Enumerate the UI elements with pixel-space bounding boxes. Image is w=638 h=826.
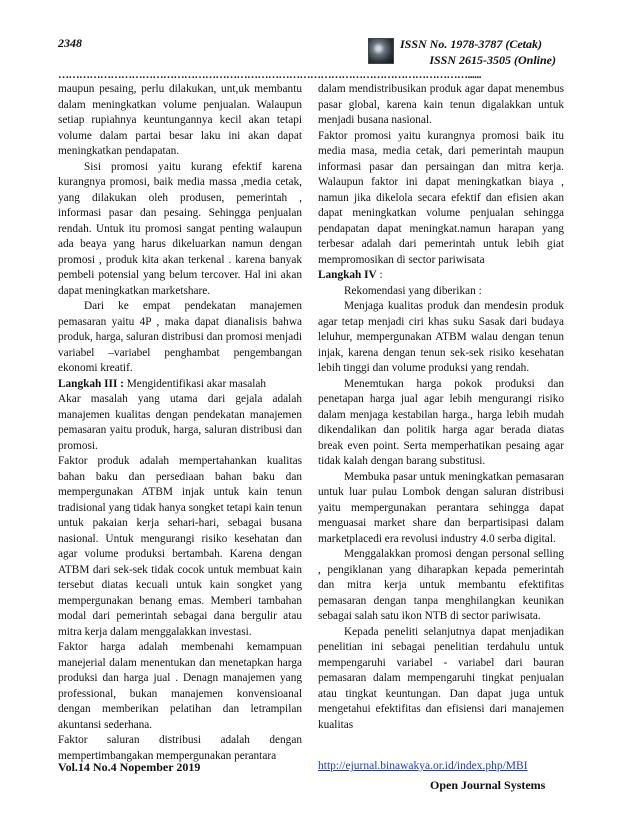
paragraph: Akar masalah yang utama dari gejala adalah manajemen kualitas dengan pendekatan manajemen pemasaran yaitu produk, harga, saluran distribusi dan promosi.: [58, 393, 302, 452]
footer-journal-link[interactable]: http://ejurnal.binawakya.or.id/index.php/MBI: [318, 760, 528, 772]
paragraph: Membuka pasar untuk meningkatkan pemasaran untuk luar pulau Lombok dengan saluran distribusi yaitu mempergunakan perantara sehingga dapat menguasai market share dan berpartisipasi dalam marketplacedi era revolusi industry 4.0 serba digital.: [318, 470, 564, 545]
paragraph: Dari ke empat pendekatan manajemen pemasaran yaitu 4P , maka dapat dianalisis bahwa produk, harga, saluran distribusi dan promosi menjadi variabel –variabel penghambat pengembangan ekonomi kreatif.: [58, 300, 302, 374]
issn-print: ISSN No. 1978-3787 (Cetak): [400, 37, 543, 51]
langkah-iv-label: Langkah IV: [318, 269, 377, 281]
langkah-iv-heading: [318, 268, 564, 284]
paragraph: Menggalakkan promosi dengan personal selling , pengiklanan yang diharapkan kepada pemerintah dan mitra kerja untuk membantu efektifitas pemasaran dengan tanpa menghilangkan keunikan sebagai salah satu ikon NTB di sector pariwisata.: [318, 548, 564, 622]
issn-online: ISSN 2615-3505 (Online): [429, 53, 556, 67]
paragraph: Kepada peneliti selanjutnya dapat menjadikan penelitian ini sebagai penelitian terdahulu untuk mempengaruhi variabel - variabel dari bauran pemasaran dalam mempengaruhi tingkat penjualan atau tingkat keuntungan. Dan dapat juga untuk mengetahui efektifitas dan efisiensi dari manajemen kualitas: [318, 625, 564, 731]
paragraph: Menjaga kualitas produk dan mendesin produk agar tetap menjadi ciri khas suku Sasak dari budaya leluhur, mempergunakan ATBM walau dengan tenun injak, karena dengan tenun sek-sek risiko kesehatan lebih tinggi dan volume produksi yang rendah.: [318, 300, 564, 374]
paragraph: Sisi promosi yaitu kurang efektif karena kurangnya promosi, baik media massa ,media cetak, yang dilakukan oleh produsen, pemerintah , informasi pasar dan pesaing. Sehingga penjualan rendah. Untuk itu promosi sangat penting walaupun ada beaya yang harus dikeluarkan namun dengan promosi , produk kita akan terkenal . karena banyak pembeli potensial yang belum tercover. Hal ini akan dapat meningkatkan marketshare.: [58, 160, 302, 297]
header-dotted-rule: ………………………………………………………………………………………………………......: [58, 70, 481, 80]
issn-block: [400, 36, 580, 68]
paragraph: Faktor harga adalah membenahi kemampuan manejerial dalam menentukan dan menetapkan harga produksi dan harga jual . Denagn manajemen yang professional, bukan manajemen konvensioanal dengan memberikan pelatihan dan letrampilan akuntansi sederhana.: [58, 641, 302, 731]
journal-logo: [368, 38, 394, 64]
langkah-iii-label: Langkah III :: [58, 377, 124, 390]
langkah-iv-colon: :: [379, 269, 383, 281]
langkah-iii-title: Mengidentifikasi akar masalah: [126, 377, 267, 390]
right-column: [318, 82, 564, 733]
footer-system: Open Journal Systems: [430, 778, 546, 792]
langkah-iii-heading: [58, 377, 302, 393]
paragraph: Menemtukan harga pokok produksi dan penetapan harga jual agar lebih mengurangi risiko dalam menjaga kestabilan harga., harga lebih mudah dikendalikan dan politik harga agar berada diatas break even point. Serta memperhatikan pesaing agar tidak kalah dengan barang substitusi.: [318, 377, 564, 467]
paragraph: Faktor promosi yaitu kurangnya promosi baik itu media masa, media cetak, dari pemerintah maupun informasi pasar dan persaingan dan mitra kerja. Walaupun faktor ini dapat meningkatkan biaya , namun jika dikelola secara efektif dan efisien akan dapat meningkatkan volume penjualan sehingga pendapatan dapat meningkat.namun harapan yang terbesar adalah dari pemerintah untuk lebih giat mempromosikan di sector pariwisata: [318, 129, 564, 266]
paragraph: Faktor produk adalah mempertahankan kualitas bahan baku dan persediaan bahan baku dan mempergunakan ATBM injak untuk kain tenun tradisional yang tidak hanya songket tetapi kain tenun untuk pakaian kerja sehari-hari, sebagai busana nasional. Untuk mengurangi risiko kesehatan dan agar volume produksi bertambah. Karena dengan ATBM dari sek-sek tidak cocok untuk membuat kain tersebut diatas kecuali untuk kain songket yang mempergunakan benang emas. Memberi tambahan modal dari pemerintah sebagai dana bergulir atau mitra kerja dalam menggalakkan investasi.: [58, 455, 302, 638]
page-number: 2348: [58, 36, 82, 50]
footer-volume: Vol.14 No.4 Nopember 2019: [58, 760, 201, 774]
paragraph: dalam mendistribusikan produk agar dapat menembus pasar global, karena kain tenun digalakkan untuk menjadi busana nasional.: [318, 83, 564, 126]
left-column: [58, 82, 302, 764]
paragraph: Rekomendasi yang diberikan :: [344, 284, 482, 297]
paragraph: maupun pesaing, perlu dilakukan, unt,uk membantu dalam meningkatkan volume penjualan. Walaupun setiap rupiahnya keuntungannya kecil akan tetapi volume dalam partai besar laku ini akan dapat meningkatkan pendapatan.: [58, 83, 302, 157]
paragraph: Faktor saluran distribusi adalah dengan mempertimbangakan mempergunakan perantara: [58, 734, 302, 762]
